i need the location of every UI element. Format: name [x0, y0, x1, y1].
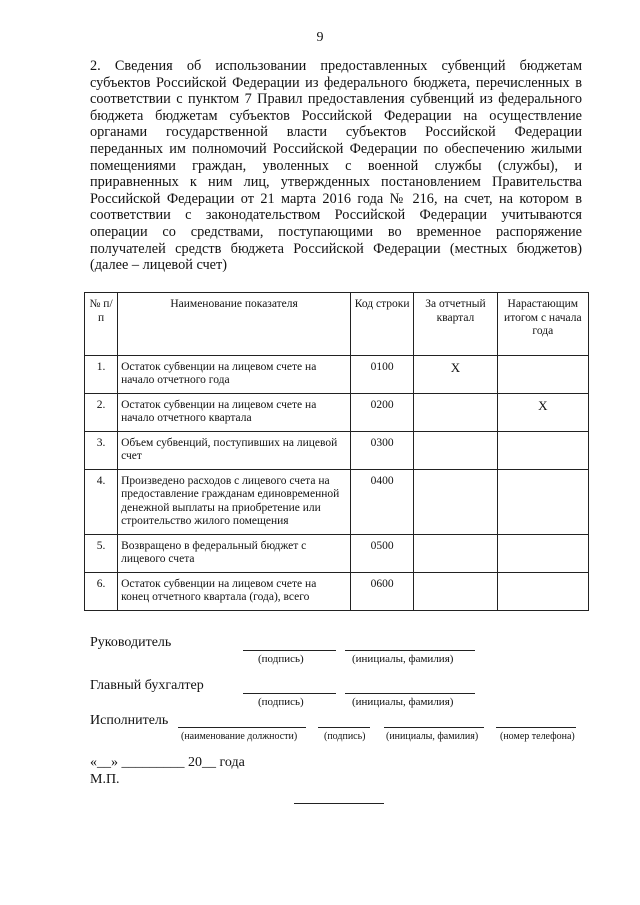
closing-rule — [294, 803, 384, 804]
executor-signature-line — [318, 727, 370, 728]
row-cumulative: Х — [497, 393, 588, 431]
row-cumulative — [497, 534, 588, 572]
row-code: 0500 — [351, 534, 414, 572]
table-row — [85, 469, 589, 534]
table-row — [85, 355, 589, 393]
header-name: Наименование показателя — [118, 293, 351, 356]
row-quarter — [414, 572, 497, 610]
row-code: 0200 — [351, 393, 414, 431]
row-name: Возвращено в федеральный бюджет с лицевого счета — [118, 534, 351, 572]
executor-position-line — [178, 727, 306, 728]
executor-initials-hint: (инициалы, фамилия) — [386, 731, 479, 742]
executor-label: Исполнитель — [90, 713, 169, 728]
executor-position-hint: (наименование должности) — [181, 731, 298, 742]
section-intro-paragraph: 2. Сведения об использовании предоставленных субвенций бюджетам субъектов Российской Федерации из федерального бюджета, перечисленных в соответствии с пунктом 7 Правил предоставления субвенций из федерального бюджета бюджетам субъектов Российской Федерации на осуществление органами государственной власти субъектов Российской Федерации переданных им полномочий Российской Федерации по обеспечению жилыми помещениями граждан, уволенных с военной службы (службы), и приравненных к ним лиц, утвержденных постановлением Правительства Российской Федерации от 21 марта 2016 года № 216, на счет, на котором в соответствии с законодательством Российской Федерации учитываются операции со средствами, поступающими во временное распоряжение получателей средств бюджета Российской Федерации (местных бюджетов) (далее – лицевой счет) — [90, 58, 582, 274]
accountant-initials-hint: (инициалы, фамилия) — [352, 696, 454, 708]
accountant-initials-line — [345, 693, 475, 694]
row-name: Остаток субвенции на лицевом счете на конец отчетного квартала (года), всего — [118, 572, 351, 610]
head-label: Руководитель — [90, 635, 172, 650]
header-num: № п/п — [85, 293, 118, 356]
row-quarter — [414, 431, 497, 469]
executor-phone-line — [496, 727, 576, 728]
table-row — [85, 572, 589, 610]
accountant-signature-line — [243, 693, 336, 694]
row-quarter: Х — [414, 355, 497, 393]
row-name: Остаток субвенции на лицевом счете на начало отчетного года — [118, 355, 351, 393]
row-num: 4. — [85, 469, 118, 534]
row-quarter — [414, 534, 497, 572]
head-signature-hint: (подпись) — [258, 653, 304, 665]
row-num: 2. — [85, 393, 118, 431]
row-num: 6. — [85, 572, 118, 610]
row-name: Объем субвенций, поступивших на лицевой счет — [118, 431, 351, 469]
row-code: 0300 — [351, 431, 414, 469]
accountant-label: Главный бухгалтер — [90, 678, 204, 693]
row-quarter — [414, 393, 497, 431]
row-cumulative — [497, 355, 588, 393]
row-cumulative — [497, 431, 588, 469]
row-name: Остаток субвенции на лицевом счете на начало отчетного квартала — [118, 393, 351, 431]
header-code: Код строки — [351, 293, 414, 356]
table-row — [85, 431, 589, 469]
head-signature-line — [243, 650, 336, 651]
table-header-row — [85, 293, 589, 356]
row-code: 0100 — [351, 355, 414, 393]
row-code: 0400 — [351, 469, 414, 534]
executor-phone-hint: (номер телефона) — [500, 731, 575, 742]
row-num: 1. — [85, 355, 118, 393]
header-cumulative: Нарастающим итогом с начала года — [497, 293, 588, 356]
executor-signature-hint: (подпись) — [324, 731, 366, 742]
row-name: Произведено расходов с лицевого счета на предоставление гражданам единовременной денежной выплаты на приобретение или строительство жилого помещения — [118, 469, 351, 534]
head-initials-hint: (инициалы, фамилия) — [352, 653, 454, 665]
table-row — [85, 534, 589, 572]
row-code: 0600 — [351, 572, 414, 610]
row-num: 5. — [85, 534, 118, 572]
accountant-signature-hint: (подпись) — [258, 696, 304, 708]
row-num: 3. — [85, 431, 118, 469]
row-quarter — [414, 469, 497, 534]
head-initials-line — [345, 650, 475, 651]
header-quarter: За отчетный квартал — [414, 293, 497, 356]
subvention-usage-table — [84, 292, 589, 611]
date-line: «__» _________ 20__ года — [90, 755, 245, 770]
row-cumulative — [497, 469, 588, 534]
row-cumulative — [497, 572, 588, 610]
table-row — [85, 393, 589, 431]
stamp-placeholder: М.П. — [90, 772, 120, 787]
executor-initials-line — [384, 727, 484, 728]
page-number: 9 — [316, 30, 324, 45]
